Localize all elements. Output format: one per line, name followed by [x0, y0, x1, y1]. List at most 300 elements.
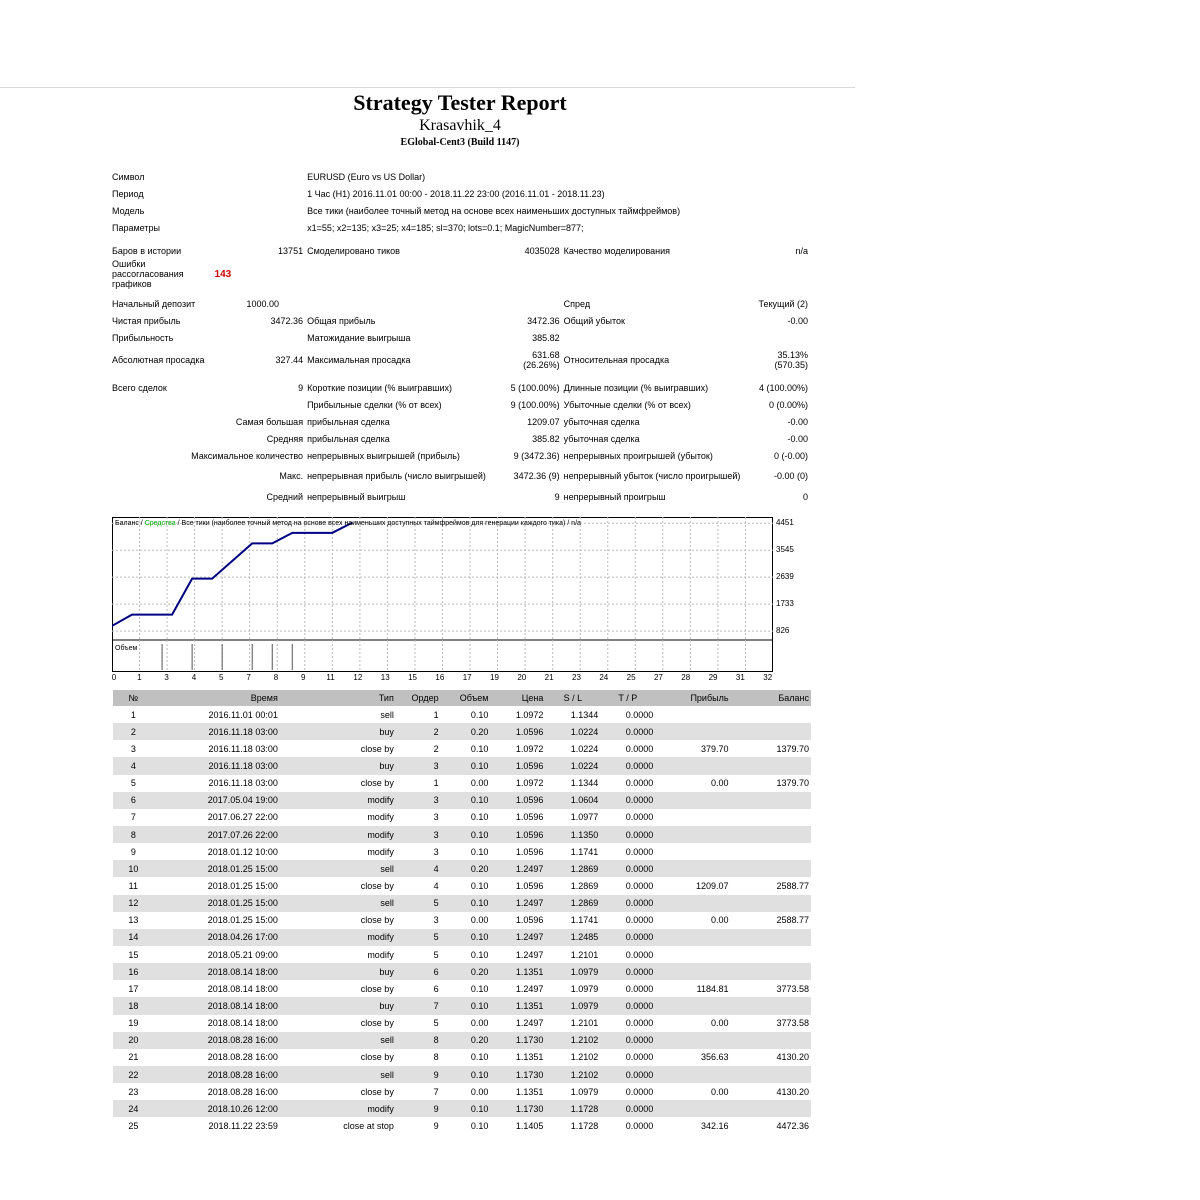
table-row [113, 895, 811, 912]
table-cell: 1.0604 [545, 792, 600, 809]
table-cell: 0.00 [470, 778, 489, 789]
max-cons-losses-value: 0 (-0.00) [773, 450, 808, 461]
table-cell: 3 [433, 915, 439, 926]
table-cell: 1.1351 [490, 997, 545, 1014]
table-cell: 0.10 [470, 743, 489, 754]
table-cell: modify [280, 792, 396, 809]
period-value: 1 Час (H1) 2016.11.01 00:00 - 2018.11.22 23:00 (2016.11.01 - 2018.11.23) [307, 188, 605, 199]
table-cell [655, 946, 730, 963]
info-row [110, 202, 810, 219]
balance-chart [112, 517, 773, 672]
table-cell: 0.10 [441, 826, 491, 843]
x-tick-label: 9 [301, 673, 306, 682]
errors-value: 143 [214, 268, 232, 280]
table-row [113, 1032, 811, 1049]
table-cell [731, 997, 811, 1014]
x-tick-label: 15 [408, 673, 417, 682]
period-label: Период [112, 188, 144, 199]
x-tick-label: 7 [246, 673, 251, 682]
max-cons-profit-label: непрерывная прибыль (число выигрышей) [307, 471, 486, 481]
orders-table [113, 690, 811, 1135]
ticks-value: 4035028 [524, 245, 560, 256]
table-cell: sell [280, 1032, 396, 1049]
table-cell: 1.0596 [515, 812, 544, 823]
table-cell: 0.10 [470, 812, 489, 823]
abs-drawdown-label: Абсолютная просадка [112, 354, 205, 365]
table-cell: 1.1344 [570, 778, 599, 789]
info-row [110, 430, 810, 447]
gross-loss-label: Общий убыток [563, 315, 625, 326]
table-cell: 5 [396, 929, 441, 946]
avg-cons-losses-label: непрерывный проигрыш [563, 491, 666, 502]
table-cell: modify [280, 826, 396, 843]
table-cell: 3 [396, 792, 441, 809]
table-cell: 0.10 [441, 1066, 491, 1083]
table-cell: 0.10 [470, 983, 489, 994]
table-cell: 2018.08.14 18:00 [207, 1018, 278, 1029]
table-cell: 0.20 [441, 1032, 491, 1049]
table-cell: 5 [396, 895, 441, 912]
table-cell: 2017.06.27 22:00 [207, 812, 278, 823]
legend-equity: Средства [144, 520, 176, 527]
table-cell: 1.0979 [570, 1086, 599, 1097]
table-cell: 1 [433, 778, 439, 789]
table-cell: 15 [128, 949, 139, 960]
table-cell: 0.00 [470, 1086, 489, 1097]
table-cell: 2018.05.21 09:00 [207, 949, 278, 960]
max-drawdown-value: 631.68 (26.26%) [523, 349, 560, 370]
table-cell: 0.0000 [600, 963, 655, 980]
table-cell: 1.2102 [545, 1032, 600, 1049]
table-row [113, 860, 811, 877]
max-cons-losses-label: непрерывных проигрышей (убыток) [563, 450, 713, 461]
table-cell: 17 [128, 983, 139, 994]
table-cell: 2016.11.01 00:01 [208, 709, 278, 720]
table-cell: 24 [113, 1100, 154, 1117]
table-cell [731, 809, 811, 826]
max-cons-loss-label: непрерывный убыток (число проигрышей) [563, 471, 741, 481]
table-cell: 0.0000 [625, 880, 654, 891]
largest-profit-value: 1209.07 [527, 416, 560, 427]
max-label: Макс. [279, 471, 304, 481]
info-row [110, 379, 810, 396]
table-cell: 0.0000 [625, 1120, 654, 1131]
table-row [113, 740, 811, 757]
table-cell: 0.0000 [600, 997, 655, 1014]
x-tick-label: 21 [544, 673, 554, 682]
table-cell [731, 860, 811, 877]
table-cell: 1.1351 [515, 1052, 544, 1063]
table-cell: 0.00 [470, 1018, 489, 1029]
gross-loss-value: -0.00 [787, 315, 808, 326]
x-tick-label: 8 [273, 673, 279, 682]
table-cell: 1.2869 [545, 860, 600, 877]
total-trades-value: 9 [298, 382, 304, 393]
legend-description: / Все тики (наиболее точный метод на основе всех наименьших доступных таймфреймов для генерации каждого тика) / n/a [177, 520, 581, 527]
table-cell: 9 [130, 846, 136, 857]
table-cell: 5 [433, 949, 439, 960]
table-cell: 9 [433, 1120, 439, 1131]
table-cell [655, 1032, 730, 1049]
table-cell: 7 [433, 1086, 439, 1097]
table-cell: 1.1730 [490, 1066, 545, 1083]
table-cell: 1.2497 [515, 983, 544, 994]
table-cell: 2016.11.18 03:00 [154, 757, 280, 774]
table-cell: 11 [128, 880, 139, 891]
table-cell: 1.2101 [570, 949, 599, 960]
info-row [110, 329, 810, 346]
max-cons-wins-label: непрерывных выигрышей (прибыль) [307, 450, 460, 461]
table-cell [655, 706, 730, 723]
table-cell [655, 895, 730, 912]
table-row [113, 1100, 811, 1117]
table-cell: 1.1728 [545, 1100, 600, 1117]
column-header: Объем [441, 690, 491, 706]
table-cell: 0.0000 [625, 983, 654, 994]
table-row [113, 1117, 811, 1134]
table-cell [731, 826, 811, 843]
info-row [110, 346, 810, 373]
table-cell: 12 [113, 895, 154, 912]
table-cell: 4130.20 [776, 1052, 809, 1063]
largest-loss-value: -0.00 [787, 416, 808, 427]
table-cell: 1.1741 [570, 846, 599, 857]
table-cell [731, 946, 811, 963]
table-cell: 1.0596 [515, 915, 544, 926]
table-cell: 0.0000 [625, 709, 654, 720]
x-tick-label: 4 [191, 673, 197, 682]
average-loss-value: -0.00 [787, 433, 808, 444]
x-tick-label: 24 [599, 673, 609, 682]
table-cell: 2016.11.18 03:00 [208, 778, 278, 789]
table-cell: 1.2869 [545, 895, 600, 912]
x-tick-label: 13 [380, 673, 390, 682]
table-cell: 0.0000 [625, 1086, 654, 1097]
x-tick-label: 17 [462, 673, 472, 682]
profit-trades-label: Прибыльные сделки (% от всех) [307, 399, 442, 410]
table-cell: 2018.10.26 12:00 [154, 1100, 280, 1117]
y-tick-label: 4451 [776, 518, 794, 528]
table-cell: 1.0596 [490, 723, 545, 740]
table-cell: 342.16 [701, 1120, 729, 1131]
spread-value: Текущий (2) [758, 298, 808, 309]
table-cell: 0.0000 [600, 792, 655, 809]
bars-value: 13751 [278, 245, 304, 256]
table-cell: close by [360, 1018, 394, 1029]
table-cell [655, 860, 730, 877]
table-cell: close by [360, 1086, 394, 1097]
table-cell: 6 [433, 983, 439, 994]
table-cell: 0.0000 [625, 1052, 654, 1063]
avg-cons-wins-label: непрерывный выигрыш [307, 491, 406, 502]
table-cell: 3 [130, 743, 136, 754]
table-cell: 2018.08.28 16:00 [207, 1052, 278, 1063]
table-row [113, 706, 811, 723]
x-tick-label: 11 [326, 673, 335, 682]
symbol-value: EURUSD (Euro vs US Dollar) [307, 171, 426, 182]
expert-name: Krasavhik_4 [419, 117, 501, 134]
table-cell: buy [280, 757, 396, 774]
table-cell: 0.10 [441, 792, 491, 809]
column-header: Цена [490, 690, 545, 706]
report-header [110, 90, 810, 150]
table-cell: 0.0000 [625, 915, 654, 926]
table-cell: 1.2497 [490, 929, 545, 946]
table-cell: 2018.11.22 23:59 [208, 1120, 278, 1131]
table-cell: 0.0000 [625, 846, 654, 857]
table-row [113, 963, 811, 980]
loss-trades-label: Убыточные сделки (% от всех) [563, 399, 691, 410]
table-cell: 1 [433, 709, 439, 720]
table-cell: close by [360, 778, 394, 789]
x-tick-label: 23 [572, 673, 581, 682]
table-cell: 1.1405 [515, 1120, 544, 1131]
table-cell [731, 1032, 811, 1049]
table-cell: 0.10 [470, 880, 489, 891]
table-cell: 2018.04.26 17:00 [154, 929, 280, 946]
table-cell: 2 [113, 723, 154, 740]
table-cell: 4 [113, 757, 154, 774]
table-row [113, 1015, 811, 1032]
table-cell: 3 [433, 846, 439, 857]
table-cell: 8 [113, 826, 154, 843]
model-label: Модель [112, 205, 145, 216]
table-cell: 3773.58 [776, 1018, 809, 1029]
x-tick-label: 0 [111, 673, 117, 682]
table-cell: 2018.08.14 18:00 [154, 997, 280, 1014]
table-cell [655, 792, 730, 809]
table-cell: 14 [113, 929, 154, 946]
info-row [110, 185, 810, 202]
table-cell: sell [280, 1066, 396, 1083]
table-cell: 0.0000 [625, 949, 654, 960]
table-row [113, 723, 811, 740]
table-cell: 0.20 [441, 723, 491, 740]
x-tick-label: 19 [490, 673, 499, 682]
info-row [110, 295, 810, 312]
volume-label: Объем [115, 645, 138, 652]
table-cell: 0.00 [711, 778, 729, 789]
table-cell [655, 1066, 730, 1083]
total-trades-label: Всего сделок [112, 382, 167, 393]
x-tick-label: 32 [763, 673, 773, 682]
table-cell: 1.0977 [570, 812, 599, 823]
table-row [113, 843, 811, 860]
y-tick-label: 3545 [776, 545, 794, 555]
table-row [113, 1049, 811, 1066]
x-tick-label: 28 [681, 673, 691, 682]
table-cell [731, 843, 811, 860]
table-cell: 6 [396, 963, 441, 980]
table-cell: 1.0972 [515, 743, 544, 754]
long-positions-label: Длинные позиции (% выигравших) [563, 382, 709, 393]
table-cell: 2017.07.26 22:00 [154, 826, 280, 843]
table-cell [731, 723, 811, 740]
table-cell: 1.0224 [545, 723, 600, 740]
table-cell: 2018.08.28 16:00 [154, 1066, 280, 1083]
table-cell [731, 1100, 811, 1117]
average-loss-label: убыточная сделка [563, 433, 640, 444]
column-header: Ордер [396, 690, 441, 706]
table-cell: sell [280, 895, 396, 912]
bars-label: Баров в истории [112, 245, 182, 256]
table-cell: 0.10 [441, 997, 491, 1014]
table-cell: 0.20 [441, 963, 491, 980]
table-cell: 1.0596 [490, 826, 545, 843]
table-cell: close by [360, 983, 394, 994]
table-cell: 0.00 [711, 915, 729, 926]
table-cell: 0.0000 [600, 860, 655, 877]
params-label: Параметры [112, 222, 160, 233]
y-tick-label: 1733 [776, 599, 794, 609]
table-cell: 1.1741 [570, 915, 599, 926]
table-cell: 0.10 [441, 757, 491, 774]
table-cell: 1184.81 [696, 983, 729, 994]
table-cell: 3773.58 [776, 983, 809, 994]
table-cell: 0.00 [711, 1086, 729, 1097]
x-tick-label: 27 [653, 673, 663, 682]
x-tick-label: 25 [626, 673, 636, 682]
table-cell: buy [280, 723, 396, 740]
table-cell: close by [360, 915, 394, 926]
x-tick-label: 5 [219, 673, 224, 682]
table-cell: 1.0972 [515, 778, 544, 789]
x-tick-label: 16 [435, 673, 445, 682]
table-cell: 0.10 [441, 929, 491, 946]
avg-label: Средний [266, 491, 304, 502]
y-tick-label: 2639 [776, 572, 794, 582]
table-cell [655, 843, 730, 860]
expected-payoff-value: 385.82 [532, 332, 560, 343]
long-positions-value: 4 (100.00%) [758, 382, 808, 393]
table-cell: 0.0000 [600, 757, 655, 774]
column-header: T / P [600, 690, 655, 706]
table-cell: 1.1351 [490, 963, 545, 980]
table-cell: 1.2101 [570, 1018, 599, 1029]
table-row [113, 912, 811, 929]
table-cell [655, 809, 730, 826]
table-cell: 0.10 [470, 709, 489, 720]
table-cell: 1.0596 [490, 792, 545, 809]
table-cell: 8 [433, 1052, 439, 1063]
y-tick-label: 826 [776, 626, 790, 636]
info-row [110, 312, 810, 329]
table-row [113, 826, 811, 843]
table-row [113, 775, 811, 792]
table-row [113, 792, 811, 809]
table-cell: 19 [128, 1018, 139, 1029]
table-cell: 9 [396, 1066, 441, 1083]
largest-profit-label: прибыльная сделка [307, 416, 390, 427]
info-row [110, 168, 810, 185]
expected-payoff-label: Матожидание выигрыша [307, 332, 411, 343]
table-cell: 4472.36 [776, 1120, 809, 1131]
profit-trades-value: 9 (100.00%) [510, 399, 560, 410]
x-tick-label: 3 [164, 673, 169, 682]
x-tick-label: 31 [735, 673, 745, 682]
table-cell: sell [380, 709, 394, 720]
gross-profit-value: 3472.36 [527, 315, 560, 326]
table-cell: 1.1730 [490, 1032, 545, 1049]
avg-cons-wins-value: 9 [554, 491, 560, 502]
table-cell: close at stop [343, 1120, 394, 1131]
table-cell: 2016.11.18 03:00 [154, 723, 280, 740]
table-cell: 0.10 [441, 1100, 491, 1117]
table-cell: 2 [433, 743, 439, 754]
table-cell: close by [360, 743, 394, 754]
short-positions-label: Короткие позиции (% выигравших) [307, 382, 452, 393]
table-cell: 1.0979 [545, 997, 600, 1014]
column-header: Тип [280, 690, 396, 706]
table-cell: 0.0000 [600, 895, 655, 912]
table-cell: 0.0000 [600, 723, 655, 740]
gross-profit-label: Общая прибыль [307, 315, 376, 326]
table-cell: buy [280, 997, 396, 1014]
info-row [110, 242, 810, 259]
table-cell: 0.10 [470, 846, 489, 857]
x-axis-labels [112, 673, 773, 685]
table-cell: 2016.11.18 03:00 [208, 743, 278, 754]
table-cell: 1.2497 [515, 949, 544, 960]
summary-table [110, 168, 810, 505]
largest-label: Самая большая [235, 416, 304, 427]
server-build: EGlobal-Cent3 (Build 1147) [400, 137, 520, 148]
symbol-label: Символ [112, 171, 145, 182]
table-cell: 356.63 [701, 1052, 729, 1063]
table-cell: 0.10 [470, 949, 489, 960]
table-cell [731, 1066, 811, 1083]
table-cell: 16 [113, 963, 154, 980]
errors-label: Ошибки рассогласования графиков [112, 259, 184, 289]
table-cell: 1379.70 [776, 778, 809, 789]
table-cell: 1.2102 [570, 1052, 599, 1063]
table-cell: 2018.01.12 10:00 [207, 846, 278, 857]
table-cell: 1.0979 [570, 983, 599, 994]
rel-drawdown-value: 35.13% (570.35) [774, 349, 808, 370]
table-row [113, 877, 811, 894]
rel-drawdown-label: Относительная просадка [563, 354, 670, 365]
table-cell [655, 997, 730, 1014]
table-cell: close by [360, 880, 394, 891]
quality-label: Качество моделирования [563, 245, 671, 256]
ticks-label: Смоделировано тиков [307, 245, 400, 256]
x-tick-label: 12 [353, 673, 363, 682]
average-profit-value: 385.82 [532, 433, 560, 444]
column-header: S / L [545, 690, 600, 706]
table-cell: 2018.01.25 15:00 [207, 880, 278, 891]
table-cell: 1.0596 [515, 880, 544, 891]
table-cell: 6 [113, 792, 154, 809]
table-cell: 1209.07 [695, 880, 729, 891]
deposit-value: 1000.00 [246, 298, 280, 309]
table-cell: 2018.08.14 18:00 [207, 983, 278, 994]
table-cell [655, 963, 730, 980]
table-cell: 1.1730 [490, 1100, 545, 1117]
table-cell: 0.0000 [625, 1018, 654, 1029]
table-row [113, 757, 811, 774]
table-cell: 0.0000 [625, 743, 654, 754]
max-drawdown-label: Максимальная просадка [307, 354, 411, 365]
table-cell [731, 963, 811, 980]
info-row [110, 464, 810, 488]
table-cell: 13 [128, 915, 139, 926]
table-cell: 2018.08.28 16:00 [154, 1032, 280, 1049]
table-cell: 1.0224 [570, 743, 599, 754]
table-cell: 25 [128, 1120, 139, 1131]
table-cell [655, 723, 730, 740]
short-positions-value: 5 (100.00%) [510, 382, 560, 393]
table-cell: 1379.70 [776, 743, 809, 754]
